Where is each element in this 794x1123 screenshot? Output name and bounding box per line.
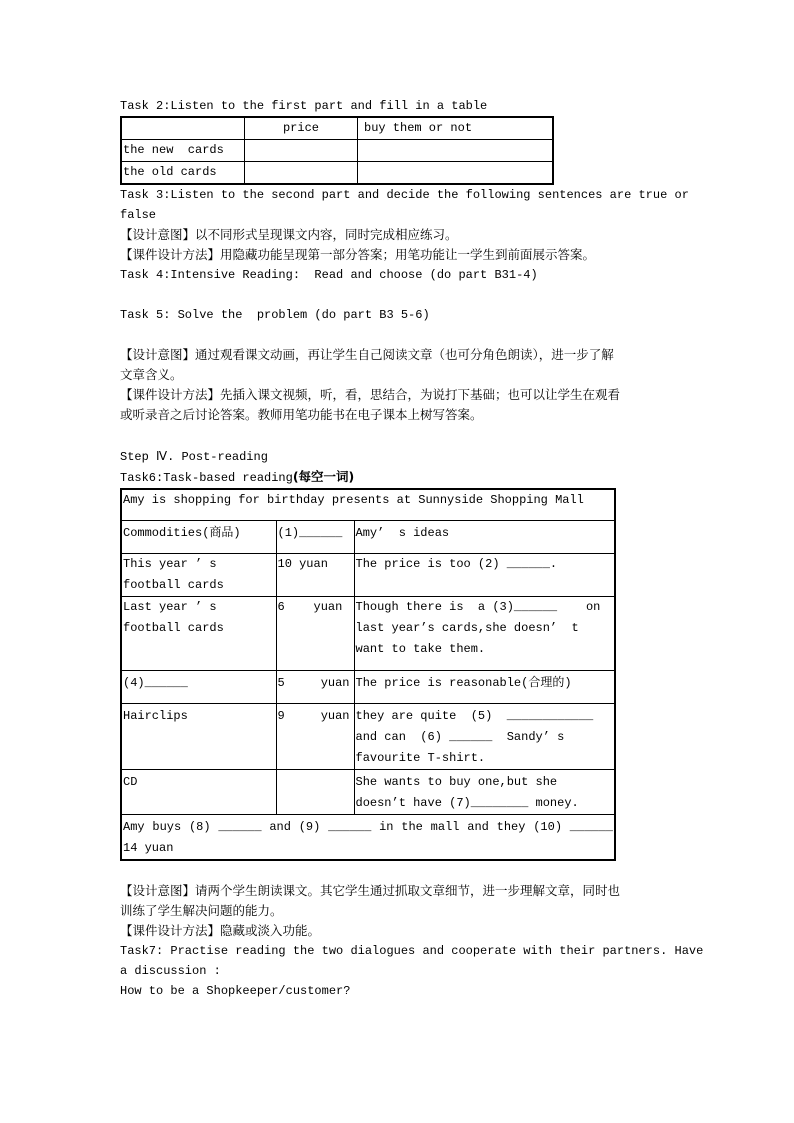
table-cell: [358, 140, 554, 162]
task6-intro: Amy is shopping for birthday presents at Sunnyside Shopping Mall: [121, 489, 615, 521]
table-row: [121, 770, 615, 815]
table-header-ideas: Amy’ s ideas: [354, 521, 615, 554]
task6-title: [120, 467, 680, 488]
table-row: [121, 815, 615, 861]
task6-footer: Amy buys (8) ______ and (9) ______ in the mall and they (10) ______ 14 yuan: [121, 815, 615, 861]
design-intent-1: 【设计意图】以不同形式呈现课文内容，同时完成相应练习。: [120, 227, 458, 242]
task3-line1: Task 3:Listen to the second part and decide the following sentences are true or: [120, 188, 689, 202]
table-cell: they are quite (5) ____________ and can (6) ______ Sandy’ s favourite T-shirt.: [354, 704, 615, 770]
document-body: [120, 96, 704, 1001]
task4-line: Task 4:Intensive Reading: Read and choose (do part B31-4): [120, 268, 538, 282]
table-cell: The price is reasonable(合理的): [354, 671, 615, 704]
design-method-3: 【课件设计方法】隐藏或淡入功能。: [120, 923, 321, 938]
task6-title-en: Task6:Task-based reading: [120, 471, 293, 485]
table-cell: the old cards: [121, 162, 245, 185]
table-row: [121, 671, 615, 704]
table-cell: [245, 140, 358, 162]
task7-line2: a discussion :: [120, 964, 221, 978]
table-row: [121, 489, 615, 521]
task2-title: Task 2:Listen to the first part and fill in a table: [120, 99, 488, 113]
table-header-row: [121, 521, 615, 554]
task7-line1: Task7: Practise reading the two dialogues and cooperate with their partners. Have: [120, 944, 704, 958]
task7-line3: How to be a Shopkeeper/customer?: [120, 984, 351, 998]
table-cell: [121, 117, 245, 140]
table-row: [121, 162, 553, 185]
table-header-price: price: [245, 117, 358, 140]
table-cell: [276, 770, 354, 815]
table-cell: 10 yuan: [276, 554, 354, 597]
table-row: [121, 704, 615, 770]
table-row: [121, 140, 553, 162]
table-cell: CD: [121, 770, 276, 815]
design-method-2-line1: 【课件设计方法】先插入课文视频，听，看，思结合，为说打下基础；也可以让学生在观看: [120, 387, 621, 402]
table-cell: This year ’ s football cards: [121, 554, 276, 597]
table-row: [121, 554, 615, 597]
task2-table: [120, 116, 554, 185]
task3-line2: false: [120, 208, 157, 222]
table-row: [121, 597, 615, 671]
table-cell: (4)______: [121, 671, 276, 704]
table-header-row: [121, 117, 553, 140]
design-method-1: 【课件设计方法】用隐藏功能呈现第一部分答案；用笔功能让一学生到前面展示答案。: [120, 247, 596, 262]
table-cell: Hairclips: [121, 704, 276, 770]
design-intent-2-line1: 【设计意图】通过观看课文动画，再让学生自己阅读文章（也可分角色朗读），进一步了解: [120, 347, 614, 362]
table-header-blank1: (1)______: [276, 521, 354, 554]
design-intent-3-line2: 训练了学生解决问题的能力。: [120, 903, 283, 918]
step4-heading: Step Ⅳ. Post-reading: [120, 450, 268, 464]
table-cell: the new cards: [121, 140, 245, 162]
table-cell: Last year ’ s football cards: [121, 597, 276, 671]
table-cell: [245, 162, 358, 185]
table-cell: [358, 162, 554, 185]
task5-line: Task 5: Solve the problem (do part B3 5-6): [120, 308, 430, 322]
table-header-buy: buy them or not: [358, 117, 554, 140]
table-cell: 5 yuan: [276, 671, 354, 704]
table-cell: Though there is a (3)______ on last year’s cards,she doesn’ t want to take them.: [354, 597, 615, 671]
design-method-2-line2: 或听录音之后讨论答案。教师用笔功能书在电子课本上树写答案。: [120, 407, 483, 422]
table-cell: 9 yuan: [276, 704, 354, 770]
table-header-commodities: Commodities(商品): [121, 521, 276, 554]
table-cell: 6 yuan: [276, 597, 354, 671]
design-intent-3-line1: 【设计意图】请两个学生朗读课文。其它学生通过抓取文章细节，进一步理解文章，同时也: [120, 883, 621, 898]
table-cell: She wants to buy one,but she doesn’t have (7)________ money.: [354, 770, 615, 815]
table-cell: The price is too (2) ______.: [354, 554, 615, 597]
task6-table: [120, 488, 616, 861]
design-intent-2-line2: 文章含义。: [120, 367, 183, 382]
task6-title-cn: (每空一词): [292, 469, 355, 484]
